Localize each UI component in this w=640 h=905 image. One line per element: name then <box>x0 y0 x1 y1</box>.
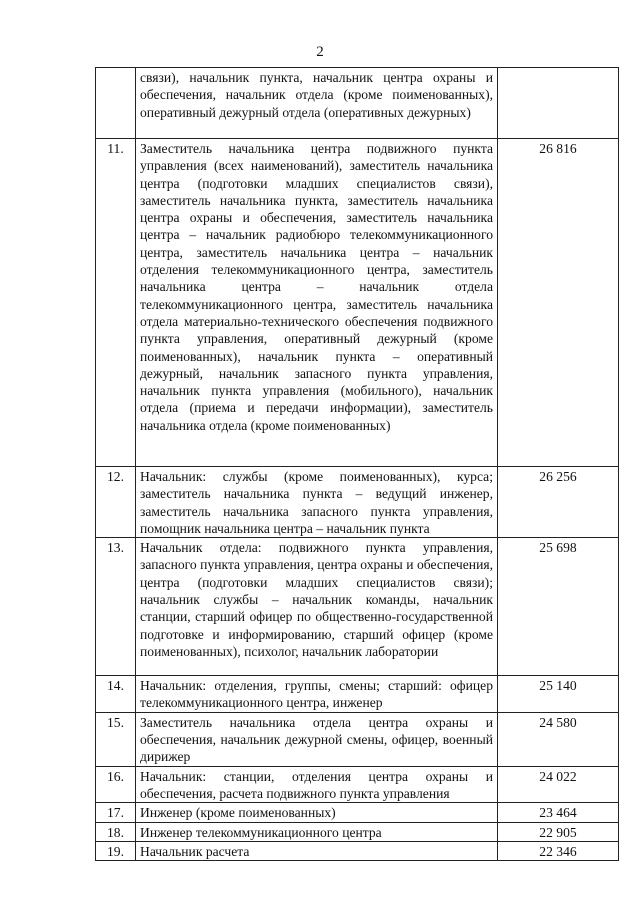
position-title: Начальник: станции, отделения центра охраны и обеспечения, расчета подвижного пункта управления <box>136 766 498 803</box>
table-row <box>96 841 619 860</box>
table-row <box>96 139 619 467</box>
row-number: 11. <box>96 139 136 467</box>
table-row <box>96 803 619 822</box>
position-title: Начальник расчета <box>136 841 498 860</box>
salary-amount: 25 698 <box>498 538 619 676</box>
table-row <box>96 766 619 803</box>
table-row <box>96 822 619 841</box>
position-title: Начальник: службы (кроме поименованных), курса; заместитель начальника пункта – ведущий инженер, заместитель начальника запасного пункта управления, помощник начальника центра – начальник пункта <box>136 467 498 538</box>
row-number: 17. <box>96 803 136 822</box>
salary-amount: 26 256 <box>498 467 619 538</box>
row-number: 15. <box>96 712 136 766</box>
position-title: Начальник отдела: подвижного пункта управления, запасного пункта управления, центра охраны и обеспечения, центра (подготовки младших специалистов связи); начальник службы – начальник команды, начальник станции, старший офицер по общественно-государственной подготовке и информированию, старший офицер (кроме поименованных), психолог, начальник лаборатории <box>136 538 498 676</box>
row-number: 18. <box>96 822 136 841</box>
position-title: связи), начальник пункта, начальник центра охраны и обеспечения, начальник отдела (кроме поименованных), оперативный дежурный отдела (оперативных дежурных) <box>136 68 498 139</box>
salary-amount: 24 022 <box>498 766 619 803</box>
table-row <box>96 712 619 766</box>
position-title: Заместитель начальника отдела центра охраны и обеспечения, начальник дежурной смены, офицер, военный дирижер <box>136 712 498 766</box>
row-number: 12. <box>96 467 136 538</box>
page-number: 2 <box>316 44 324 60</box>
position-title: Инженер (кроме поименованных) <box>136 803 498 822</box>
row-number: 13. <box>96 538 136 676</box>
table-row <box>96 467 619 538</box>
salary-amount: 22 346 <box>498 841 619 860</box>
row-number <box>96 68 136 139</box>
salary-amount: 22 905 <box>498 822 619 841</box>
position-title: Инженер телекоммуникационного центра <box>136 822 498 841</box>
salary-amount: 26 816 <box>498 139 619 467</box>
salary-amount: 25 140 <box>498 676 619 713</box>
salary-amount: 23 464 <box>498 803 619 822</box>
row-number: 14. <box>96 676 136 713</box>
position-title: Начальник: отделения, группы, смены; старший: офицер телекоммуникационного центра, инженер <box>136 676 498 713</box>
salary-table <box>95 67 619 861</box>
salary-amount: 24 580 <box>498 712 619 766</box>
row-number: 16. <box>96 766 136 803</box>
position-title: Заместитель начальника центра подвижного пункта управления (всех наименований), заместитель начальника центра (подготовки младших специалистов связи), заместитель начальника пункта, заместитель начальника центра охраны и обеспечения, заместитель начальника центра – начальник радиобюро телекоммуникационного центра, заместитель начальника центра – начальник отделения телекоммуникационного центра, заместитель начальника центра – начальник отдела телекоммуникационного центра, заместитель начальника отдела материально-технического обеспечения подвижного пункта управления, оперативный дежурный (кроме поименованных), начальник пункта – оперативный дежурный, начальник запасного пункта управления, начальник пункта управления (мобильного), начальник отдела (приема и передачи информации), заместитель начальника отдела (кроме поименованных) <box>136 139 498 467</box>
row-number: 19. <box>96 841 136 860</box>
salary-amount <box>498 68 619 139</box>
table-row <box>96 676 619 713</box>
table-row <box>96 68 619 139</box>
table-row <box>96 538 619 676</box>
